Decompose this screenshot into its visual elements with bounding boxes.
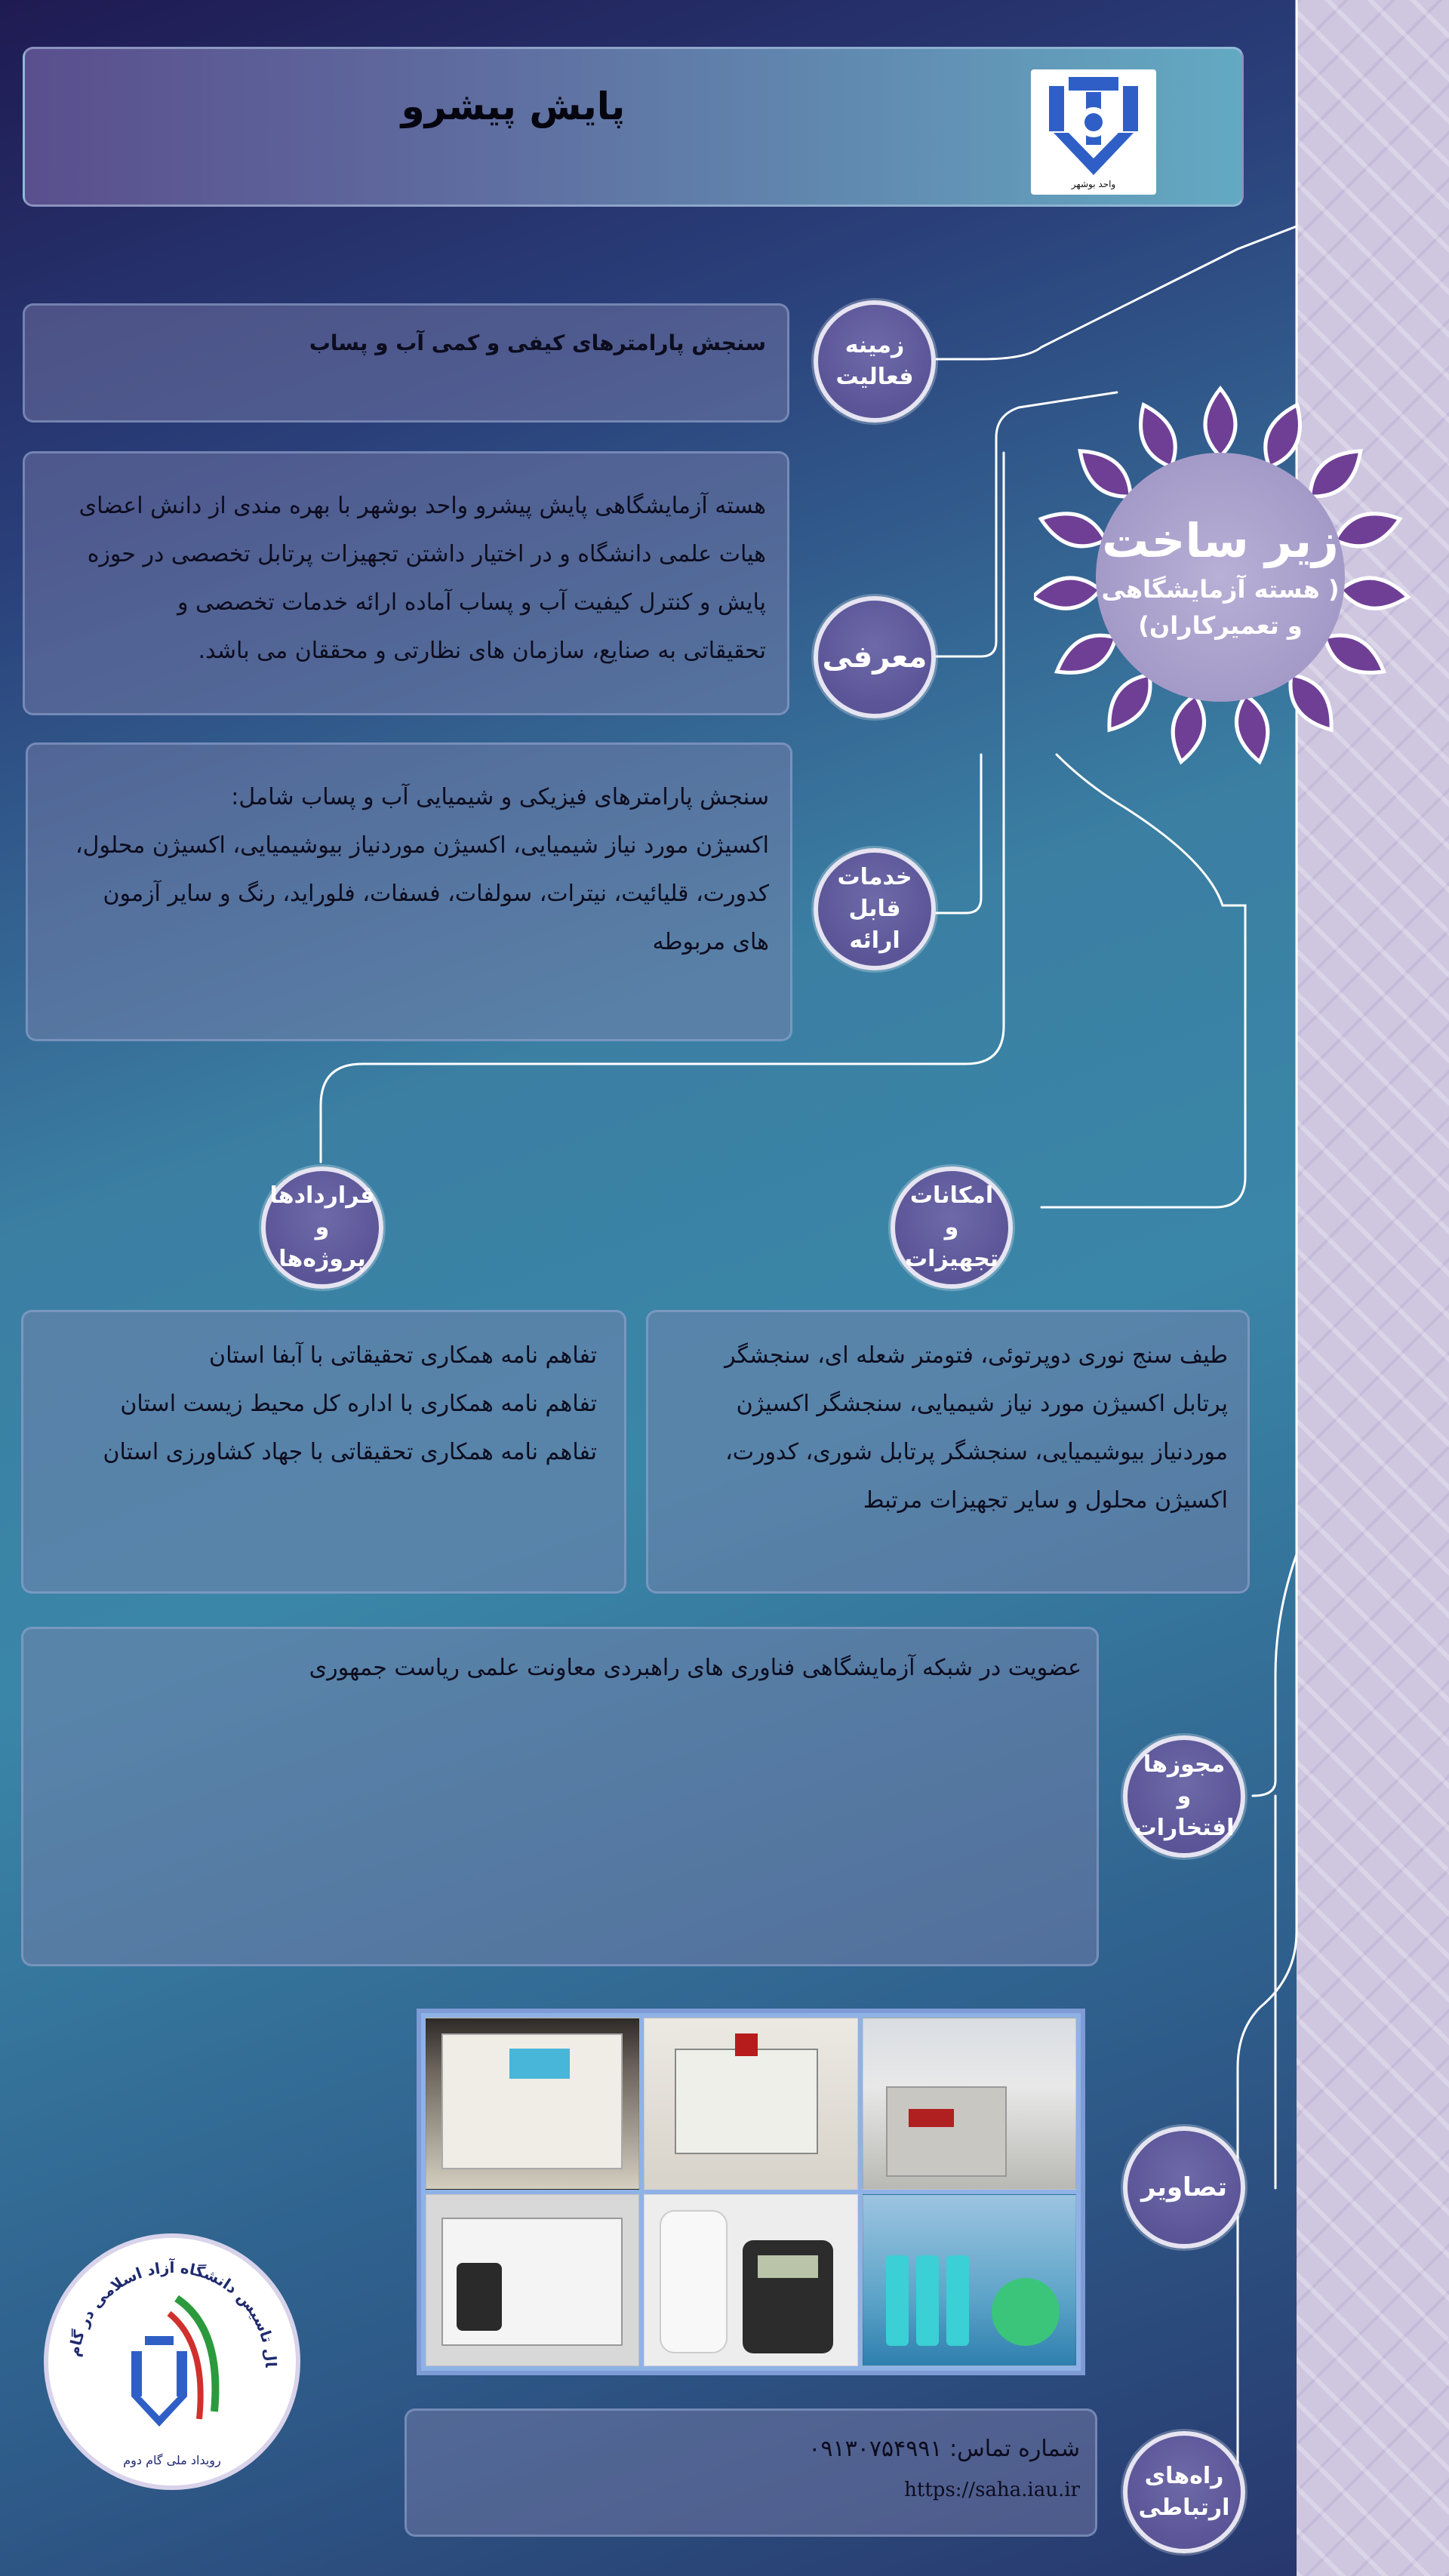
- contact-url[interactable]: https://saha.iau.ir: [904, 2479, 1080, 2501]
- equipment-line: طیف سنج نوری دوپرتوئی، فتومتر شعله ای، سنجشگر: [724, 1342, 1228, 1369]
- contracts-box: [21, 1310, 626, 1594]
- gallery-image: [644, 2018, 857, 2190]
- image-gallery: [417, 2009, 1085, 2375]
- svg-text:چهلمین سال تاسیس دانشگاه آزاد: ال تاسیس دانشگاه آزاد اسلامی در گام: [64, 2258, 281, 2368]
- equipment-line: اکسیژن محلول و سایر تجهیزات مرتبط: [863, 1487, 1228, 1514]
- svg-text:واحد بوشهر: واحد بوشهر: [1071, 179, 1116, 189]
- page-title: پایش پیشرو: [401, 85, 626, 128]
- intro-line: هسته آزمایشگاهی پایش پیشرو واحد بوشهر با بهره مندی از دانش اعضای: [78, 493, 766, 519]
- services-line: های مربوطه: [652, 929, 769, 955]
- gallery-image: [426, 2194, 639, 2366]
- intro-box: [23, 451, 789, 715]
- activity-box: [23, 303, 789, 423]
- badge-contracts: قراردادها و پروژه‌ها: [261, 1167, 383, 1289]
- contracts-line: تفاهم نامه همکاری با اداره کل محیط زیست استان: [120, 1391, 597, 1417]
- intro-line: تحقیقاتی به صنایع، سازمان های نظارتی و محققان می باشد.: [198, 638, 766, 664]
- licenses-box: [21, 1627, 1099, 1966]
- contracts-line: تفاهم نامه همکاری تحقیقاتی با آبفا استان: [209, 1342, 597, 1369]
- line-activity: [936, 226, 1297, 359]
- gallery-image: [863, 2194, 1076, 2366]
- services-line: سنجش پارامترهای فیزیکی و شیمیایی آب و پساب شامل:: [231, 784, 769, 810]
- badge-intro: معرفی: [814, 596, 936, 718]
- line-to-licenses: [1253, 1554, 1297, 1796]
- badge-licenses: مجوزها و افتخارات: [1123, 1735, 1245, 1858]
- equipment-line: موردنیاز بیوشیمیایی، سنجشگر پرتابل شوری، کدورت،: [725, 1439, 1228, 1465]
- hero-subtitle-1: ( هسته آزمایشگاهی: [1101, 575, 1340, 604]
- gallery-image: [863, 2018, 1076, 2190]
- licenses-text: عضویت در شبکه آزمایشگاهی فناوری های راهبردی معاونت علمی ریاست جمهوری: [309, 1655, 1081, 1681]
- intro-line: پایش و کنترل کیفیت آب و پساب آماده ارائه خدمات تخصصی و: [177, 589, 766, 616]
- badge-equipment: امکانات و تجهیزات: [891, 1167, 1013, 1289]
- gallery-image: [644, 2194, 857, 2366]
- line-services: [936, 755, 981, 913]
- contact-box: [405, 2408, 1097, 2537]
- services-line: کدورت، قلیائیت، نیترات، سولفات، فسفات، فلوراید، رنگ و سایر آزمون: [103, 881, 769, 907]
- hero-title: زیر ساخت: [1102, 513, 1339, 568]
- badge-activity: زمینه فعالیت: [814, 300, 936, 423]
- svg-text:رویداد ملی گام دوم: رویداد ملی گام دوم: [123, 2453, 221, 2467]
- badge-contact: راه‌های ارتباطی: [1123, 2431, 1245, 2553]
- equipment-line: پرتابل اکسیژن مورد نیاز شیمیایی، سنجشگر اکسیژن: [736, 1391, 1228, 1417]
- intro-line: هیات علمی دانشگاه و در اختیار داشتن تجهیزات پرتابل تخصصی در حوزه: [87, 541, 766, 567]
- activity-text: سنجش پارامترهای کیفی و کمی آب و پساب: [309, 330, 766, 355]
- hero-center: [1096, 453, 1345, 702]
- university-logo: [1031, 69, 1156, 195]
- services-line: اکسیژن مورد نیاز شیمیایی، اکسیژن موردنیاز بیوشیمیایی، اکسیژن محلول،: [75, 832, 769, 859]
- contact-phone: شماره تماس: ۰۹۱۳۰۷۵۴۹۹۱: [808, 2436, 1080, 2462]
- hero-subtitle-2: و تعمیرکاران): [1138, 611, 1303, 640]
- anniversary-logo: [44, 2233, 300, 2490]
- line-to-equipment: [1041, 755, 1245, 1207]
- badge-images: تصاویر: [1123, 2126, 1245, 2249]
- gallery-image: [426, 2018, 639, 2190]
- services-box: [26, 742, 792, 1041]
- equipment-box: [646, 1310, 1250, 1594]
- contracts-line: تفاهم نامه همکاری تحقیقاتی با جهاد کشاورزی استان: [103, 1439, 597, 1465]
- badge-services: خدمات قابل ارائه: [814, 848, 936, 970]
